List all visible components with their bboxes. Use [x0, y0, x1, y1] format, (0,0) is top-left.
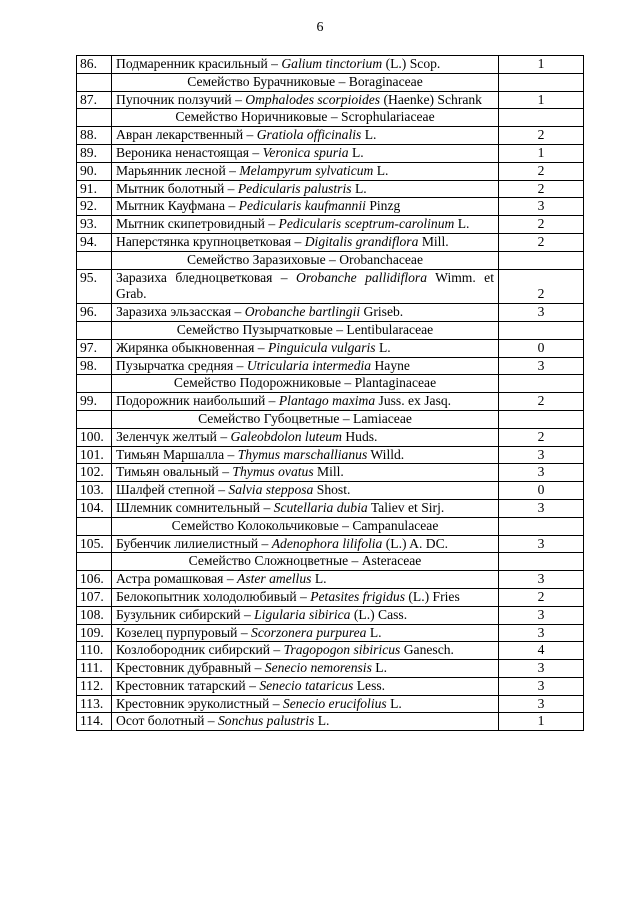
family-name: Семейство Бурачниковые – Boraginaceae [112, 73, 499, 91]
author-name: Wimm. et Grab. [116, 269, 494, 302]
family-empty-cell [499, 73, 584, 91]
latin-name: Omphalodes scorpioides [245, 91, 381, 107]
russian-name: Крестовник татарский [116, 677, 246, 693]
row-number: 106. [77, 571, 112, 589]
species-row [77, 642, 584, 660]
latin-name: Pedicularis kaufmannii [238, 198, 366, 214]
family-header-row [77, 251, 584, 269]
author-name: Shost. [316, 482, 351, 498]
species-row [77, 180, 584, 198]
row-number: 97. [77, 339, 112, 357]
row-number: 111. [77, 660, 112, 678]
latin-name: Senecio erucifolius [282, 695, 387, 711]
russian-name: Пузырчатка средняя [116, 357, 234, 373]
author-name: Less. [356, 677, 386, 693]
latin-name: Digitalis grandiflora [304, 233, 419, 249]
latin-name: Orobanche bartlingii [244, 304, 361, 320]
author-name: (Haenke) Schrank [383, 91, 482, 107]
latin-name: Gratiola officinalis [256, 127, 362, 143]
author-name: (L.) Cass. [353, 606, 408, 622]
species-name-cell: Козелец пурпуровый – Scorzonera purpurea L. [112, 624, 499, 642]
row-number: 109. [77, 624, 112, 642]
status-category: 3 [499, 198, 584, 216]
species-row [77, 91, 584, 109]
species-name-cell: Шалфей степной – Salvia stepposa Shost. [112, 482, 499, 500]
family-empty-cell [499, 410, 584, 428]
russian-name: Подорожник наибольший [116, 393, 266, 409]
family-name: Семейство Колокольчиковые – Campanulaceae [112, 517, 499, 535]
family-empty-cell [499, 321, 584, 339]
species-name-cell: Вероника ненастоящая – Veronica spuria L. [112, 144, 499, 162]
family-name: Семейство Подорожниковые – Plantaginaceae [112, 375, 499, 393]
species-row [77, 56, 584, 74]
status-category: 3 [499, 606, 584, 624]
row-number: 98. [77, 357, 112, 375]
species-row [77, 233, 584, 251]
row-number: 108. [77, 606, 112, 624]
latin-name: Thymus ovatus [232, 464, 314, 480]
latin-name: Scutellaria dubia [273, 499, 368, 515]
family-empty-cell [77, 73, 112, 91]
species-name-cell: Жирянка обыкновенная – Pinguicula vulgaris L. [112, 339, 499, 357]
latin-name: Plantago maxima [278, 393, 376, 409]
status-category: 3 [499, 660, 584, 678]
author-name: Pinzg [369, 198, 401, 214]
species-row [77, 216, 584, 234]
family-empty-cell [499, 251, 584, 269]
family-empty-cell [77, 321, 112, 339]
family-name: Семейство Пузырчатковые – Lentibularaceae [112, 321, 499, 339]
latin-name: Galeobdolon luteum [230, 428, 342, 444]
russian-name: Тимьян Маршалла [116, 446, 225, 462]
status-category: 4 [499, 642, 584, 660]
species-name-cell: Крестовник дубравный – Senecio nemorensis L. [112, 660, 499, 678]
russian-name: Мытник болотный [116, 180, 225, 196]
russian-name: Козлобородник сибирский [116, 642, 271, 658]
status-category: 1 [499, 91, 584, 109]
author-name: L. [314, 571, 327, 587]
species-name-cell: Козлобородник сибирский – Tragopogon sibiricus Ganesch. [112, 642, 499, 660]
russian-name: Мытник Кауфмана [116, 198, 226, 214]
species-row [77, 535, 584, 553]
russian-name: Крестовник дубравный [116, 660, 252, 676]
species-row [77, 713, 584, 731]
latin-name: Utricularia intermedia [246, 357, 372, 373]
author-name: L. [354, 180, 367, 196]
species-name-cell: Марьянник лесной – Melampyrum sylvaticum L. [112, 162, 499, 180]
family-empty-cell [77, 553, 112, 571]
status-category: 3 [499, 446, 584, 464]
latin-name: Salvia stepposa [228, 482, 314, 498]
author-name: L. [457, 216, 470, 232]
species-name-cell: Мытник скипетровидный – Pedicularis sceptrum-carolinum L. [112, 216, 499, 234]
status-category: 2 [499, 162, 584, 180]
row-number: 110. [77, 642, 112, 660]
row-number: 87. [77, 91, 112, 109]
family-header-row [77, 321, 584, 339]
russian-name: Козелец пурпуровый [116, 624, 238, 640]
status-category: 2 [499, 428, 584, 446]
author-name: Huds. [345, 428, 378, 444]
status-category: 3 [499, 695, 584, 713]
author-name: Juss. ex Jasq. [378, 393, 452, 409]
species-table-body [77, 56, 584, 731]
row-number: 86. [77, 56, 112, 74]
author-name: Ganesch. [403, 642, 454, 658]
species-name-cell: Осот болотный – Sonchus palustris L. [112, 713, 499, 731]
species-row [77, 162, 584, 180]
species-name-cell: Подорожник наибольший – Plantago maxima Juss. ex Jasq. [112, 393, 499, 411]
latin-name: Aster amellus [237, 571, 312, 587]
status-category: 3 [499, 304, 584, 322]
author-name: (L.) A. DC. [385, 535, 449, 551]
status-category: 2 [499, 393, 584, 411]
species-row [77, 357, 584, 375]
family-empty-cell [77, 375, 112, 393]
row-number: 99. [77, 393, 112, 411]
species-row [77, 269, 584, 304]
russian-name: Подмаренник красильный [116, 56, 268, 71]
species-row [77, 304, 584, 322]
author-name: Mill. [317, 464, 344, 480]
family-empty-cell [77, 410, 112, 428]
author-name: Griseb. [363, 304, 404, 320]
row-number: 103. [77, 482, 112, 500]
family-empty-cell [77, 251, 112, 269]
row-number: 114. [77, 713, 112, 731]
species-row [77, 198, 584, 216]
status-category: 2 [499, 216, 584, 234]
author-name: L. [369, 624, 382, 640]
family-empty-cell [499, 109, 584, 127]
row-number: 94. [77, 233, 112, 251]
latin-name: Pedicularis sceptrum-carolinum [278, 216, 455, 232]
species-name-cell: Пупочник ползучий – Omphalodes scorpioides (Haenke) Schrank [112, 91, 499, 109]
species-row [77, 144, 584, 162]
author-name: L. [317, 713, 330, 729]
species-name-cell: Мытник болотный – Pedicularis palustris L. [112, 180, 499, 198]
russian-name: Бузульник сибирский [116, 606, 241, 622]
family-header-row [77, 517, 584, 535]
status-category: 2 [499, 180, 584, 198]
species-name-cell: Заразиха бледноцветковая – Orobanche pallidiflora Wimm. et Grab. [112, 269, 499, 304]
species-row [77, 127, 584, 145]
author-name: L. [378, 339, 391, 355]
family-name: Семейство Сложноцветные – Asteraceae [112, 553, 499, 571]
russian-name: Марьянник лесной [116, 162, 226, 178]
status-category: 1 [499, 56, 584, 74]
russian-name: Мытник скипетровидный [116, 216, 265, 232]
status-category: 3 [499, 357, 584, 375]
russian-name: Заразиха эльзасская [116, 304, 232, 320]
family-empty-cell [77, 109, 112, 127]
row-number: 102. [77, 464, 112, 482]
species-row [77, 482, 584, 500]
russian-name: Наперстянка крупноцветковая [116, 233, 292, 249]
row-number: 107. [77, 588, 112, 606]
species-row [77, 499, 584, 517]
russian-name: Тимьян овальный [116, 464, 219, 480]
row-number: 101. [77, 446, 112, 464]
author-name: Taliev et Sirj. [370, 499, 445, 515]
status-category: 0 [499, 482, 584, 500]
species-name-cell: Мытник Кауфмана – Pedicularis kaufmannii Pinzg [112, 198, 499, 216]
species-name-cell: Зеленчук желтый – Galeobdolon luteum Huds. [112, 428, 499, 446]
row-number: 112. [77, 677, 112, 695]
latin-name: Pinguicula vulgaris [267, 339, 376, 355]
family-empty-cell [499, 517, 584, 535]
status-category: 2 [499, 588, 584, 606]
author-name: L. [364, 127, 377, 143]
author-name: (L.) Fries [408, 588, 460, 604]
status-category: 1 [499, 144, 584, 162]
latin-name: Petasites frigidus [310, 588, 405, 604]
row-number: 104. [77, 499, 112, 517]
species-name-cell: Крестовник татарский – Senecio tataricus Less. [112, 677, 499, 695]
species-name-cell: Бубенчик лилиелистный – Adenophora lilifolia (L.) A. DC. [112, 535, 499, 553]
species-name-cell: Наперстянка крупноцветковая – Digitalis grandiflora Mill. [112, 233, 499, 251]
author-name: L. [352, 144, 364, 160]
family-empty-cell [499, 553, 584, 571]
row-number: 93. [77, 216, 112, 234]
author-name: L. [376, 162, 389, 178]
species-table [76, 55, 584, 731]
russian-name: Жирянка обыкновенная [116, 339, 255, 355]
status-category: 0 [499, 339, 584, 357]
status-category: 3 [499, 535, 584, 553]
status-category: 3 [499, 624, 584, 642]
author-name: L. [375, 660, 387, 676]
status-category: 3 [499, 499, 584, 517]
status-category: 2 [499, 127, 584, 145]
row-number: 89. [77, 144, 112, 162]
russian-name: Авран лекарственный [116, 127, 244, 143]
status-category: 3 [499, 464, 584, 482]
russian-name: Зеленчук желтый [116, 428, 217, 444]
family-header-row [77, 410, 584, 428]
row-number: 113. [77, 695, 112, 713]
status-category: 3 [499, 571, 584, 589]
species-name-cell: Астра ромашковая – Aster amellus L. [112, 571, 499, 589]
latin-name: Pedicularis palustris [237, 180, 352, 196]
species-name-cell: Тимьян Маршалла – Thymus marschallianus Willd. [112, 446, 499, 464]
status-category: 1 [499, 713, 584, 731]
species-name-cell: Подмаренник красильный – Galium tinctorium (L.) Scop. [112, 56, 499, 74]
author-name: (L.) Scop. [385, 56, 441, 71]
family-header-row [77, 375, 584, 393]
latin-name: Senecio nemorensis [264, 660, 372, 676]
latin-name: Veronica spuria [262, 144, 349, 160]
russian-name: Астра ромашковая [116, 571, 224, 587]
latin-name: Scorzonera purpurea [251, 624, 367, 640]
row-number: 91. [77, 180, 112, 198]
family-header-row [77, 109, 584, 127]
russian-name: Вероника ненастоящая [116, 144, 250, 160]
row-number: 95. [77, 269, 112, 304]
author-name: Willd. [370, 446, 405, 462]
row-number: 88. [77, 127, 112, 145]
row-number: 96. [77, 304, 112, 322]
russian-name: Пупочник ползучий [116, 91, 232, 107]
species-name-cell: Бузульник сибирский – Ligularia sibirica (L.) Cass. [112, 606, 499, 624]
latin-name: Ligularia sibirica [254, 606, 351, 622]
species-row [77, 571, 584, 589]
author-name: Mill. [421, 233, 449, 249]
latin-name: Adenophora lilifolia [271, 535, 383, 551]
family-name: Семейство Губоцветные – Lamiaceae [112, 410, 499, 428]
russian-name: Белокопытник холодолюбивый [116, 588, 297, 604]
species-name-cell: Пузырчатка средняя – Utricularia intermedia Hayne [112, 357, 499, 375]
russian-name: Заразиха бледноцветковая [116, 269, 273, 285]
species-name-cell: Крестовник эруколистный – Senecio erucifolius L. [112, 695, 499, 713]
species-row [77, 606, 584, 624]
author-name: L. [390, 695, 402, 711]
species-row [77, 660, 584, 678]
family-name: Семейство Заразиховые – Orobanchaceae [112, 251, 499, 269]
russian-name: Шалфей степной [116, 482, 215, 498]
russian-name: Крестовник эруколистный [116, 695, 270, 711]
row-number: 105. [77, 535, 112, 553]
species-row [77, 446, 584, 464]
row-number: 90. [77, 162, 112, 180]
species-name-cell: Заразиха эльзасская – Orobanche bartlingii Griseb. [112, 304, 499, 322]
species-row [77, 339, 584, 357]
species-name-cell: Тимьян овальный – Thymus ovatus Mill. [112, 464, 499, 482]
latin-name: Senecio tataricus [259, 677, 354, 693]
latin-name: Tragopogon sibiricus [283, 642, 401, 658]
latin-name: Orobanche pallidiflora [296, 269, 428, 285]
status-category: 3 [499, 677, 584, 695]
family-name: Семейство Норичниковые – Scrophulariaceae [112, 109, 499, 127]
family-empty-cell [77, 517, 112, 535]
species-row [77, 464, 584, 482]
latin-name: Melampyrum sylvaticum [239, 162, 374, 178]
author-name: Hayne [374, 357, 410, 373]
status-category: 2 [499, 269, 584, 304]
russian-name: Осот болотный [116, 713, 205, 729]
species-row [77, 428, 584, 446]
status-category: 2 [499, 233, 584, 251]
species-row [77, 624, 584, 642]
species-row [77, 393, 584, 411]
russian-name: Бубенчик лилиелистный [116, 535, 259, 551]
family-header-row [77, 553, 584, 571]
species-row [77, 677, 584, 695]
row-number: 92. [77, 198, 112, 216]
family-header-row [77, 73, 584, 91]
species-row [77, 588, 584, 606]
species-row [77, 695, 584, 713]
species-name-cell: Белокопытник холодолюбивый – Petasites frigidus (L.) Fries [112, 588, 499, 606]
row-number: 100. [77, 428, 112, 446]
latin-name: Galium tinctorium [281, 56, 383, 71]
page-number: 6 [316, 20, 324, 35]
family-empty-cell [499, 375, 584, 393]
species-name-cell: Авран лекарственный – Gratiola officinalis L. [112, 127, 499, 145]
latin-name: Sonchus palustris [217, 713, 315, 729]
russian-name: Шлемник сомнительный [116, 499, 261, 515]
latin-name: Thymus marschallianus [237, 446, 368, 462]
species-name-cell: Шлемник сомнительный – Scutellaria dubia Taliev et Sirj. [112, 499, 499, 517]
